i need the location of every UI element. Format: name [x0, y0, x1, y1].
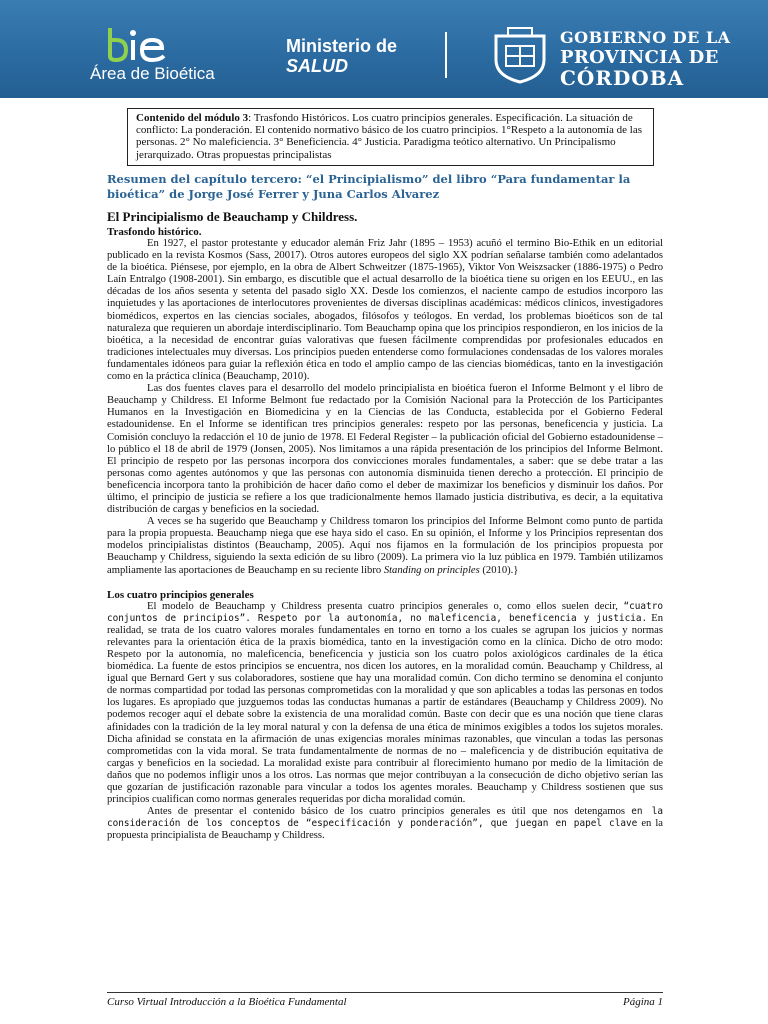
bie-logo-icon [104, 26, 168, 62]
section-title-cuatro-principios: Los cuatro principios generales [107, 588, 254, 601]
paragraph-4 [107, 601, 663, 807]
footer-course-title: Curso Virtual Introducción a la Bioética Fundamental [107, 996, 347, 1008]
ministerio-line: Ministerio de [286, 36, 398, 56]
module-contents-box [127, 108, 654, 166]
header-banner [0, 0, 768, 98]
paragraph-4-start: El modelo de Beauchamp y Childress presenta cuatro principios generales o, como ellos suelen decir, [147, 600, 624, 612]
paragraph-2: Las dos fuentes claves para el desarrollo del modelo principialista en bioética fueron el Informe Belmont y el libro de Beauchamp y Childress. El Informe Belmont fue redactado por la Comisión Nacional para la Protección de los Participantes Humanos en la Investigación en Biomedicina y en la Ciencias de las Conducta, establecida por el Gobierno Federal estadounidense. En el Informe se identifican tres principios generales: respeto por las personas, beneficencia y justicia. La Comisión concluyo la redacción el 10 de junio de 1978. El Federal Register – la publicación oficial del Gobierno estadounidense – lo público el 18 de abril de 1979 (Jonsen, 2005). Nos limitamos a una rápida presentación de los principios del Informe Belmont. El principio de respeto por las personas incorpora dos convicciones morales fundamentales, a saber: que se debe tratar a las personas como agentes autónomos y que las personas con autonomía disminuida tienen derecho a protección. El principio de beneficencia incorpora tanto la prohibición de hacer daño como el deber de maximizar los beneficios y disminuir los daños. Por último, el principio de justicia se refiere a los que tradicionalmente hemos llamado justicia distributiva, es decir, a la equitativa distribución de cargas y beneficios en la sociedad. [107, 383, 663, 516]
paragraph-1: En 1927, el pastor protestante y educador alemán Friz Jahr (1895 – 1953) acuñó el termino Bio-Ethik en un editorial publicado en la revista Kosmos (Sass, 20017). Otros autores europeos del siglo XX podrían señalarse también como adelantados de la bioética. Piénsese, por ejemplo, en la obra de Albert Schweitzer (1875-1965), Viktor Von Weiszsacker (1886-1975) o Pedro Laín Entralgo (1908-2001). Sin embargo, es discutible que el actual desarrollo de la bioética tiene su origen en los EEUU., en las décadas de los años sesenta y setenta del pasado siglo XX. Desde los comienzos, el naciente campo de estudios incorporo las inquietudes y las aportaciones de interlocutores provenientes de diversas disciplinas académicas: médicos clínicos, investigadores biomédicos, expertos en las ciencias sociales, abogados, filósofos y teólogos. En verdad, los problemas bioéticos son de tal naturaleza que requieren un abordaje interdisciplinario. Tom Beauchamp opina que los principios respondieron, en los inicios de la bioética, a la necesidad de encontrar guías valorativas que fuesen fácilmente comprendidas por profesionales educados en tradiciones intelectuales muy diversas. Los principios pueden entenderse como formulaciones condensadas de los valores morales fundamentales idóneos para guiar la reflexión ética en todo el amplio campo de las ciencias biomédicas, tanto en la investigación como en la práctica clínica (Beauchamp, 2010). [107, 238, 663, 383]
cordoba-line: CÓRDOBA [560, 66, 685, 90]
paragraph-3-text: A veces se ha sugerido que Beauchamp y Childress tomaron los principios del Informe Belmont como punto de partida para la propia propuesta. Beauchamp niega que ese haya sido el caso. En su opinión, el Informe y los Principios representan dos modelos principialistas distintos (Beauchamp, 2005). Aquí nos fijamos en la formulación de los principios propuesta por Beauchamp y Childress, siguiendo la sexta edición de su libro (2009). La primera vio la luz pública en 1979. También utilizamos ampliamente las aportaciones de Beauchamp en su reciente libro [107, 516, 663, 576]
paragraph-3 [107, 516, 663, 576]
ministerio-salud-logo [286, 36, 436, 76]
gobierno-line: GOBIERNO DE LA [560, 28, 731, 47]
document-body [107, 209, 663, 843]
footer-page-number: Página 1 [622, 996, 663, 1008]
paragraph-4-rest: En realidad, se trata de los cuatro valores morales fundamentales en torno en torno a los cuales se agrupan los juicios y normas relevantes para la orientación ética de la praxis biomédica, tanto en la investigación como en la clínica. Dicho de otro modo: Respeto por la autonomía, no maleficencia, beneficencia y justicia son los cuatro polos axiológicos cardinales de la ética biomédica. La fuente de estos principios se encuentra, nos dicen los autores, en la moralidad común. Beauchamp y Childress, al igual que Bernard Gert y sus colaboradores, sostiene que hay una moralidad común. Con dicho termino se denomina el conjunto de normas compartidad por todad las personas comprometidas con la moralidad y que son aplicables a todas las personas en todos los lugares. Es apropiado que juzguemos todas las conductas humanas a partir de estándares (Beauchamp y Childress 2009). No podemos recoger aquí el debate sobre la existencia de una moralidad común. Baste con decir que es una noción que tiene claras afinidades con la tradición de la ley moral natural y con la defensa de una ética de mínimos exigibles a todos los sujetos morales. Dicha afinidad se constata en la afirmación de unas exigencias morales mínimas razonables, que vinculan a todas las personas comprometidas con la vida moral. Se trata fundamentalmente de normas de no – maleficencia y de distribución equitativa de cargas y beneficios en la sociedad. La moralidad existe para contribuir al florecimiento humano por medio de la limitación de daños que no podemos infligir unos a los otros. Las normas que mejor contribuyan a la consecución de dicho objetivo serían las que gozarían de justificación razonable para vincular a todos los agentes morales. Beauchamp y Childress sostienen que sus principios cualifican como normas generales requeridas por dicha moralidad común. [107, 612, 663, 806]
paragraph-4-mono: “cuatro conjuntos de principios”. Respeto por la autonomía, no maleficencia, beneficencia y justicia. [107, 600, 663, 624]
header-divider [445, 32, 447, 78]
paragraph-5-mono: en la consideración de los conceptos de “especificación y ponderación”, que juegan en papel clave [107, 806, 663, 830]
gobierno-cordoba-logo [560, 28, 760, 88]
module-contents-text: : Trasfondo Históricos. Los cuatro principios generales. Especificación. La situación de conflicto: La ponderación. El contenido normativo básico de los cuatro principios. 1°Respeto a la autonomía de las personas. 2° No maleficiencia. 3° Beneficiencia. 4° Justicia. Paradigma teótico alternativo. Un Principalismo jerarquizado. Otras propuestas principalistas [136, 112, 642, 161]
book-title-italic: Standing on principles [383, 564, 480, 576]
summary-heading: Resumen del capítulo tercero: “el Principialismo” del libro “Para fundamentar la bioética” de Jorge José Ferrer y Juna Carlos Alvarez [107, 172, 631, 201]
salud-line: SALUD [286, 56, 348, 76]
provincia-line: PROVINCIA DE [560, 47, 719, 68]
paragraph-3-end: (2010).} [479, 564, 519, 576]
paragraph-5-rest: en la propuesta principialista de Beauchamp y Childress. [107, 818, 663, 842]
subsection-title-trasfondo: Trasfondo histórico. [107, 226, 202, 238]
module-label: Contenido del módulo 3 [136, 112, 249, 124]
paragraph-5-start: Antes de presentar el contenido básico de los cuatro principios generales es útil que nos detengamos [147, 806, 632, 818]
section-title-principialismo: El Principialismo de Beauchamp y Childress. [107, 209, 358, 224]
area-bioetica-caption: Área de Bioética [90, 64, 215, 83]
provincial-crest-icon [488, 26, 552, 84]
paragraph-5 [107, 806, 663, 842]
footer-rule [107, 992, 663, 993]
